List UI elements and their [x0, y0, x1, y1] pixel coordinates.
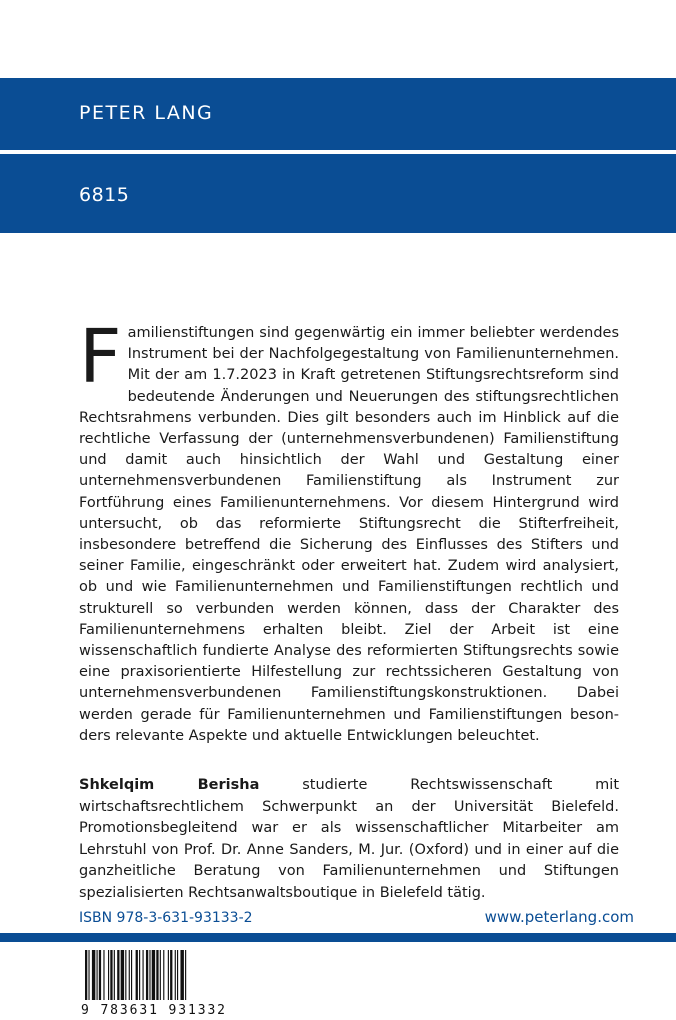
barcode-bar	[92, 950, 95, 1000]
barcode-bar	[129, 950, 130, 1000]
barcode-bar	[110, 950, 112, 1000]
barcode-bar	[168, 950, 169, 1000]
drop-cap: F	[79, 314, 122, 400]
book-abstract	[79, 314, 619, 747]
barcode-graphic	[79, 948, 227, 1016]
author-bio	[79, 775, 619, 904]
bottom-rule	[0, 933, 676, 942]
author-bio-text: studierte Rechtswissenschaft mit wirtschaftsrechtlichem Schwerpunkt an der Universität Bielefeld. Promotionsbegleitend war er als wissenschaftlicher Mitarbeiter am Lehrstuhl von Prof. Dr. Anne Sanders, M. Jur. (Oxford) und in einer auf die ganzheitliche Beratung von Familienunternehmen und Stiftungen spezialisierten Rechtsanwaltsboutique in Bielefeld tätig.	[79, 777, 619, 901]
series-number: 6815	[79, 184, 130, 206]
barcode-bar	[103, 950, 104, 1000]
barcode-bar	[136, 950, 138, 1000]
barcode-bar	[99, 950, 101, 1000]
isbn-label: ISBN 978-3-631-93133-2	[79, 910, 253, 926]
barcode-bar	[160, 950, 161, 1000]
barcode-bar	[108, 950, 109, 1000]
barcode-bar	[180, 950, 183, 1000]
publisher-band	[0, 78, 676, 150]
publisher-name: PETER LANG	[79, 102, 214, 124]
barcode-bar	[185, 950, 186, 1000]
barcode-bar	[114, 950, 115, 1000]
series-band	[0, 154, 676, 233]
barcode-bar	[146, 950, 148, 1000]
barcode-bar	[175, 950, 176, 1000]
barcode-bar	[131, 950, 132, 1000]
barcode-bar	[88, 950, 89, 1000]
abstract-text: amilienstiftungen sind gegenwärtig ein immer beliebter werdendes Instrument bei der Nachfolgegestaltung von Familienunternehmen. Mit der am 1.7.2023 in Kraft getretenen Stiftungsrechtsreform sind bedeutende Änderungen und Neuerungen des stiftungsrechtlichen Rechtsrahmens verbunden. Dies gilt besonders auch im Hinblick auf die rechtliche Verfassung der (unternehmensverbundenen) Familienstiftung und damit auch hinsichtlich der Wahl und Gestaltung einer unternehmensverbundenen Familienstiftung als Instrument zur Fortführung eines Familienunternehmens. Vor diesem Hintergrund wird untersucht, ob das reformierte Stiftungsrecht die Stifterfreiheit, insbesondere betreffend die Sicherung des Einflusses des Stifters und seiner Familie, eingeschränkt oder erweitert hat. Zudem wird analysiert, ob und wie Familienunternehmen und Familienstiftungen rechtlich und strukturell so verbunden werden können, dass der Charakter des Familienunternehmens erhalten bleibt. Ziel der Arbeit ist eine wissenschaftlich fundierte Analyse des reformierten Stiftungsrechts sowie eine praxisorientierte Hilfestellung zur rechtssicheren Gestaltung von unternehmensverbundenen Familienstiftungskonstruktionen. Dabei werden gerade für Familienunternehmen und Familienstiftungen besonders relevante Aspekte und aktuelle Entwicklungen beleuchtet.	[79, 325, 619, 744]
barcode-bar	[121, 950, 124, 1000]
barcode-bar	[177, 950, 178, 1000]
barcode-bar	[97, 950, 98, 1000]
barcode-bar	[143, 950, 144, 1000]
barcode-bar	[163, 950, 164, 1000]
barcode-digits: 9 783631 931332	[81, 1003, 225, 1016]
barcode-bar	[139, 950, 140, 1000]
barcode-bar	[125, 950, 126, 1000]
barcode-bar	[85, 950, 87, 1000]
barcode-bar	[149, 950, 150, 1000]
barcode-bar	[152, 950, 155, 1000]
barcode	[79, 948, 227, 1016]
barcode-bar	[117, 950, 119, 1000]
barcode-bar	[156, 950, 158, 1000]
publisher-website-link[interactable]: www.peterlang.com	[484, 908, 634, 926]
author-name: Shkelqim Berisha	[79, 777, 260, 793]
barcode-bar	[170, 950, 172, 1000]
